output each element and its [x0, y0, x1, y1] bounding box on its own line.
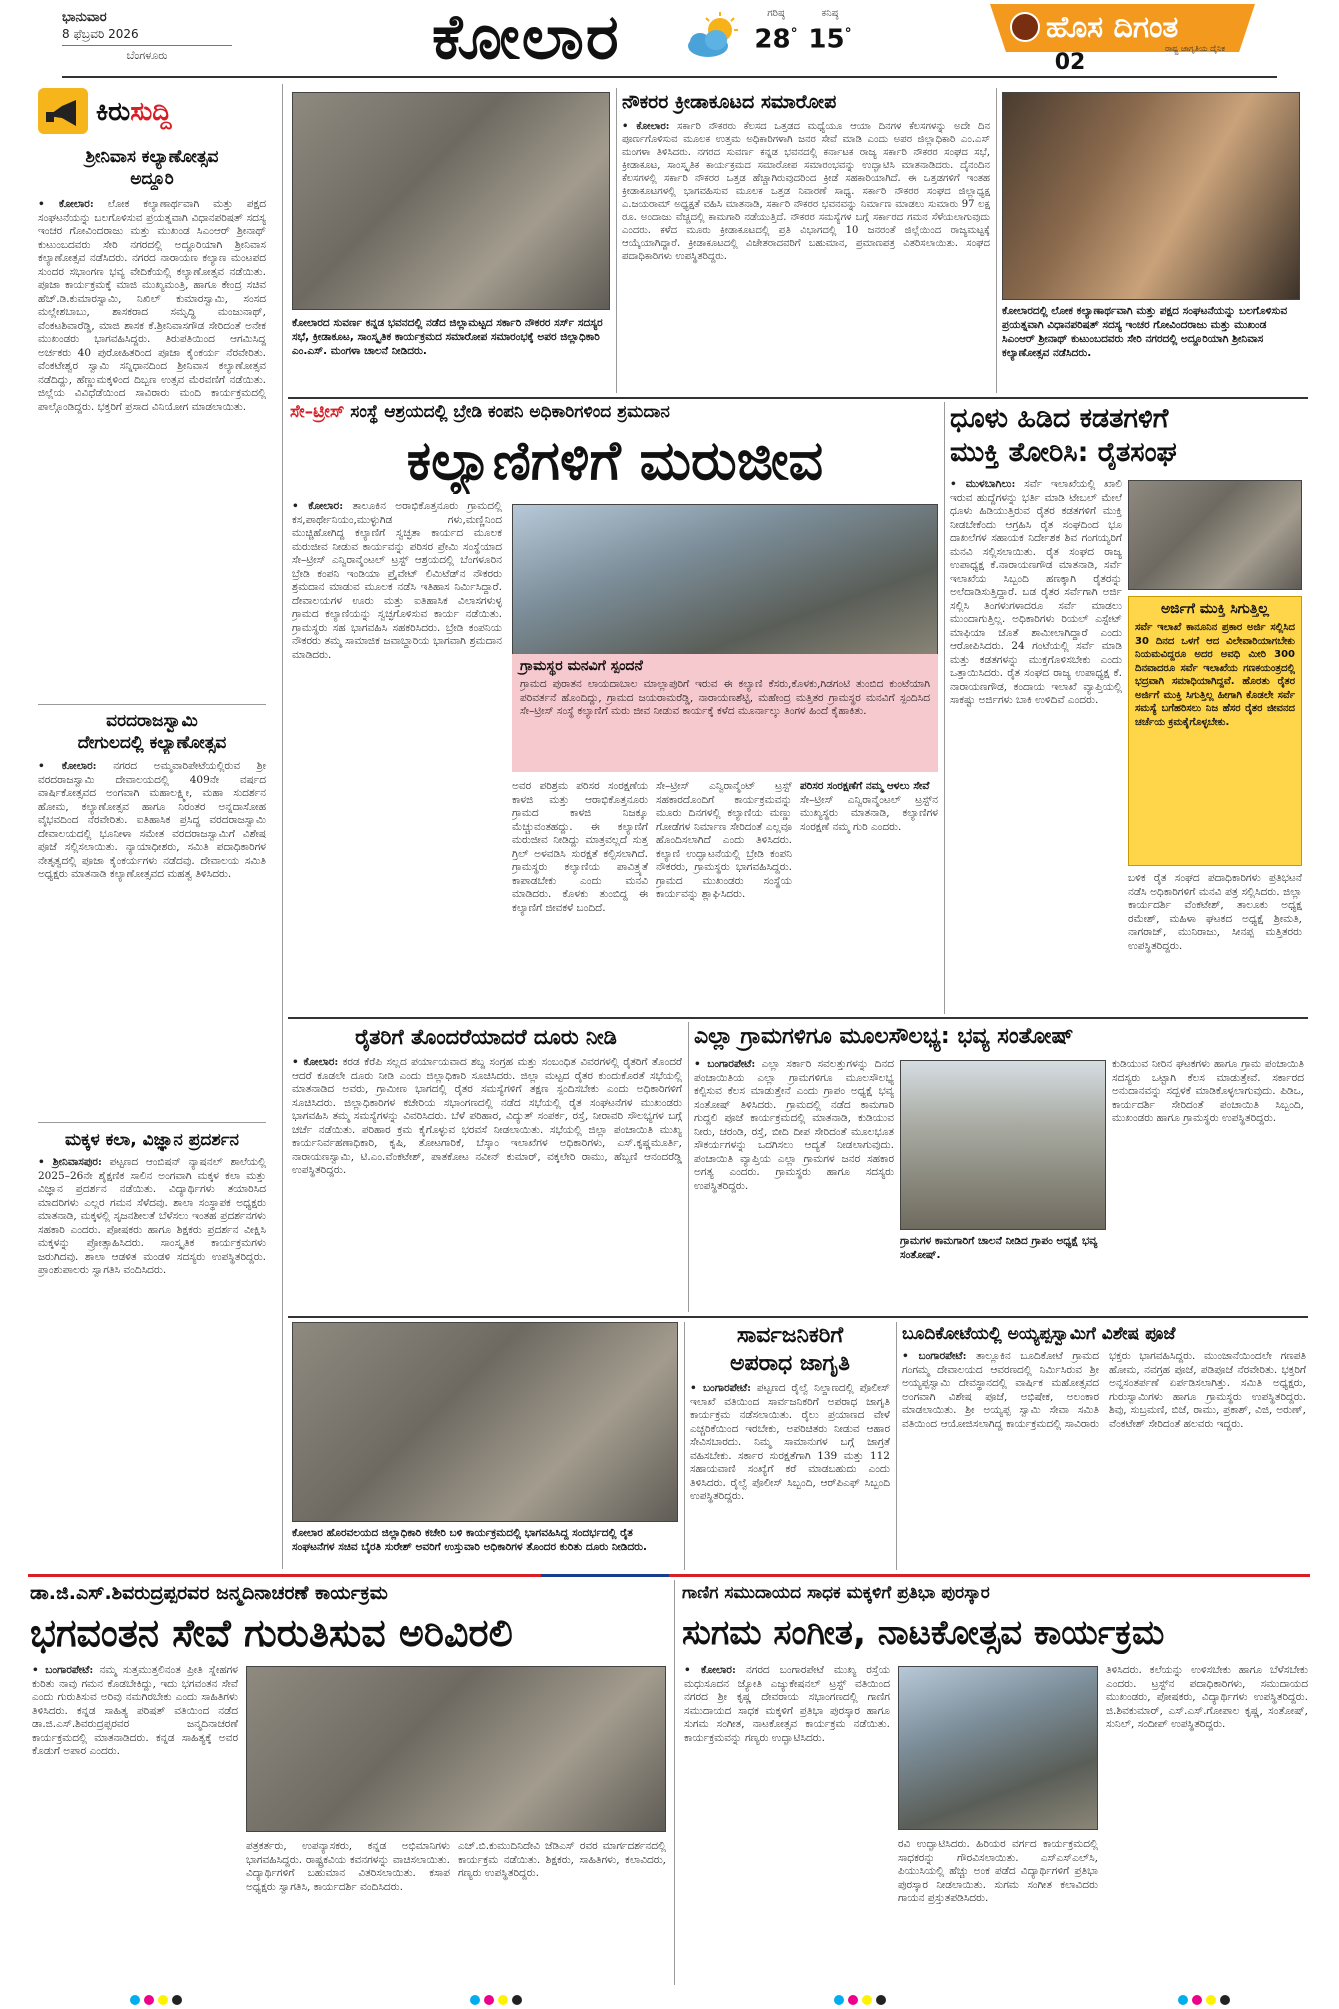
registration-marks	[0, 1990, 1339, 2004]
roads-box-title: ಅರ್ಜಿಗೆ ಮುಕ್ತಿ ಸಿಗುತ್ತಿಲ್ಲ	[1160, 601, 1270, 617]
date-label: 8 ಫೆಬ್ರವರಿ 2026	[62, 27, 139, 41]
city-title: ಕೋಲಾರ	[432, 0, 621, 73]
bottom-left-kicker: ಡಾ.ಜಿ.ಎಸ್.ಶಿವರುದ್ರಪ್ಪರವರ ಜನ್ಮದಿನಾಚರಣೆ ಕಾರ್ಯಕ್ರಮ	[30, 1582, 388, 1604]
kirusuddi-label-b: ಸುದ್ದಿ	[130, 97, 172, 127]
edition-label: ಬೆಂಗಳೂರು	[126, 49, 168, 62]
main-story-col3: ಸೇ–ಟ್ರೀಸ್ ಎನ್ವಿರಾನ್ಮೆಂಟ್ ಟ್ರಸ್ಟ್ ಸಹಕಾರದೊಂದಿಗೆ ಕಾರ್ಯಕ್ರಮವನ್ನು ಮೂರು ದಿನಗಳಲ್ಲಿ ಕಲ್ಯಾಣಿಯ ಮಣ್ಣು ಗೋಡೆಗಳ ನಿರ್ಮಾಣ ಸೇರಿದಂತೆ ಎಲ್ಲವೂ ಹೊಂದಿಸಲಾಗಿದೆ ಎಂದು ತಿಳಿಸಿದರು. ಕಲ್ಯಾಣಿ ಉದ್ಘಾಟನೆಯಲ್ಲಿ ಬ್ರೇಡಿ ಕಂಪನಿ ನೌಕರರು, ಗ್ರಾಮಸ್ಥರು ಭಾಗವಹಿಸಿದ್ದರು. ಗ್ರಾಮದ ಮುಖಂಡರು ಸಂಸ್ಥೆಯ ಕಾರ್ಯವನ್ನು ಶ್ಲಾಘಿಸಿದರು.	[656, 780, 792, 900]
infra-headline: ಎಲ್ಲಾ ಗ್ರಾಮಗಳಿಗೂ ಮೂಲಸೌಲಭ್ಯ: ಭವ್ಯ ಸಂತೋಷ್	[694, 1024, 1074, 1049]
roads-headline: ಧೂಳು ಹಿಡಿದ ಕಡತಗಳಿಗೆ ಮುಕ್ತಿ ತೋರಿಸಿ: ರೈತಸಂಘ	[950, 403, 1177, 468]
kiru-story1-body: • ಕೋಲಾರ: ಲೋಕ ಕಲ್ಯಾಣಾರ್ಥವಾಗಿ ಮತ್ತು ಪಕ್ಷದ ಸಂಘಟನೆಯನ್ನು ಬಲಗೊಳಿಸುವ ಪ್ರಯತ್ನವಾಗಿ ವಿಧಾನಪರಿಷತ್ ಸದಸ್ಯ ಇಂಚರ ಗೋವಿಂದರಾಜು ಮತ್ತು ಮುಖಂಡ ಸಿಎಂಆರ್ ಶ್ರೀನಾಥ್ ಕುಟುಂಬದವರು ಸೇರಿ ನಗರದಲ್ಲಿ ಅದ್ದೂರಿಯಾಗಿ ಶ್ರೀನಿವಾಸ ಕಲ್ಯಾಣೋತ್ಸವ ನಡೆಸಿದರು. ನಗರದ ನಾರಾಯಣ ಕಲ್ಯಾಣ ಮಂಟಪದ ಸುಂದರ ಸಭಾಂಗಣ ಭವ್ಯ ವೇದಿಕೆಯಲ್ಲಿ ಕಲ್ಯಾಣೋತ್ಸವ ನಡೆಯಿತು. ಪೂಜಾ ಕಾರ್ಯಕ್ರಮಕ್ಕೆ ಮಾಜಿ ಮುಖ್ಯಮಂತ್ರಿ, ಹಾಗೂ ಕೇಂದ್ರ ಸಚಿವ ಹೆಚ್.ಡಿ.ಕುಮಾರಸ್ವಾಮಿ, ನಿಖಿಲ್ ಕುಮಾರಸ್ವಾಮಿ, ಸಂಸದ ಮಲ್ಲೇಶಬಾಬು, ಶಾಸಕರಾದ ಸಮೃದ್ಧಿ ಮಂಜುನಾಥ್, ವೆಂಕಟಶಿವಾರೆಡ್ಡಿ, ಮಾಜಿ ಶಾಸಕ ಕೆ.ಶ್ರೀನಿವಾಸಗೌಡ ಸೇರಿದಂತೆ ಅನೇಕ ಮುಖಂಡರು ಭಾಗವಹಿಸಿದ್ದರು. ತಿರುಪತಿಯಿಂದ ಆಗಮಿಸಿದ್ದ ಅರ್ಚಕರು 40 ಪುರೋಹಿತರಿಂದ ಪೂಜಾ ಕೈಂಕರ್ಯ ನೆರವೇರಿತು. ವೆಂಕಟೇಶ್ವರ ಸ್ವಾಮಿ ಸನ್ನಿಧಾನದಿಂದ ಶ್ರೀನಿವಾಸ ಕಲ್ಯಾಣೋತ್ಸವ ನಡೆದಿದ್ದು, ಹೆಣ್ಣುಮಕ್ಕಳಿಂದ ದಿಬ್ಬಣ ಉತ್ಸವ ಮೆರವಣಿಗೆ ನಡೆಯಿತು. ಜಿಲ್ಲೆಯ ವಿವಿಧೆಡೆಯಿಂದ ಸಾವಿರಾರು ಮಂದಿ ಕಾರ್ಯಕ್ರಮದಲ್ಲಿ ಪಾಲ್ಗೊಂಡಿದ್ದರು. ಭಕ್ತರಿಗೆ ಪ್ರಸಾದ ವಿನಿಯೋಗ ಮಾಡಲಾಯಿತು.	[38, 198, 266, 413]
pink-box-body: ಗ್ರಾಮದ ಪುರಾತನ ಲಾಯದಾಬಾಲ ಮಾಲ್ಲಾಪುರಿಗೆ ಇರುವ ಈ ಕಲ್ಯಾಣಿ ಕೆಸರು,ಕೊಳಕು,ಗಿಡಗಂಟಿ ತುಂಬಿದ ಕುಂಟೆಯಾಗಿ ಪರಿವರ್ತನೆ ಹೊಂದಿದ್ದು, ಗ್ರಾಮದ ಜಯರಾಮರೆಡ್ಡಿ, ನಾರಾಯಣಶೆಟ್ಟಿ, ಮಹೇಂದ್ರ ಮತ್ತಿತರ ಗ್ರಾಮಸ್ಥರ ಮನವಿಗೆ ಸ್ಪಂದಿಸಿದ ಸೇ–ಟ್ರೀಸ್ ಸಂಸ್ಥೆ ಕಲ್ಯಾಣಿಗೆ ಮರು ಜೀವ ನೀಡುವ ಕಾರ್ಯಕ್ಕೆ ಕಳೆದ ಮೂರ್ನಾಲ್ಕು ತಿಂಗಳ ಹಿಂದೆ ಕೈಹಾಕಿತು.	[520, 678, 930, 717]
bottom-left-headline: ಭಗವಂತನ ಸೇವೆ ಗುರುತಿಸುವ ಅರಿವಿರಲಿ	[30, 1611, 513, 1655]
ayyappa-body: • ಬಂಗಾರಪೇಟೆ: ತಾಲ್ಲೂಕಿನ ಬೂದಿಕೋಟೆ ಗ್ರಾಮದ ಗಂಗಮ್ಮ ದೇವಾಲಯದ ಆವರಣದಲ್ಲಿ ನಿರ್ಮಿಸಿರುವ ಶ್ರೀ ಅಯ್ಯಪ್ಪಸ್ವಾಮಿ ದೇವಸ್ಥಾನದಲ್ಲಿ ವಾರ್ಷಿಕ ಮಹೋತ್ಸವದ ಅಂಗವಾಗಿ ವಿಶೇಷ ಪೂಜೆ, ಅಭಿಷೇಕ, ಅಲಂಕಾರ ಮಾಡಲಾಯಿತು. ಶ್ರೀ ಅಯ್ಯಪ್ಪ ಸ್ವಾಮಿ ಸೇವಾ ಸಮಿತಿ ವತಿಯಿಂದ ಆಯೋಜಿಸಲಾಗಿದ್ದ ಕಾರ್ಯಕ್ರಮದಲ್ಲಿ ಸಾವಿರಾರು ಭಕ್ತರು ಭಾಗವಹಿಸಿದ್ದರು. ಮುಂಜಾನೆಯಿಂದಲೇ ಗಣಪತಿ ಹೋಮ, ನವಗ್ರಹ ಪೂಜೆ, ಪಡಿಪೂಜೆ ನೆರವೇರಿತು. ಭಕ್ತರಿಗೆ ಅನ್ನಸಂತರ್ಪಣೆ ಏರ್ಪಡಿಸಲಾಗಿತ್ತು. ಸಮಿತಿ ಅಧ್ಯಕ್ಷರು, ಗುರುಸ್ವಾಮಿಗಳು ಹಾಗೂ ಗ್ರಾಮಸ್ಥರು ಉಪಸ್ಥಿತರಿದ್ದರು. ಶಿವು, ಸುಬ್ರಮಣಿ, ಬಿಜೆ, ರಾಮು, ಪ್ರಕಾಶ್, ವಿಜಿ, ಅರುಣ್, ವೆಂಕಟೇಶ್ ಸೇರಿದಂತೆ ಹಲವರು ಇದ್ದರು.	[902, 1350, 1306, 1430]
sports-body: • ಕೋಲಾರ: ಸರ್ಕಾರಿ ನೌಕರರು ಕೆಲಸದ ಒತ್ತಡದ ಮಧ್ಯೆಯೂ ಆಯಾ ದಿನಗಳ ಕೆಲಸಗಳನ್ನು ಅದೇ ದಿನ ಪೂರ್ಣಗೊಳಿಸುವ ಮೂಲಕ ಉತ್ತಮ ಅಧಿಕಾರಿಗಳಾಗಿ ಜನರ ಸೇವೆ ಮಾಡಿ ಎಂದು ಅಪರ ಜಿಲ್ಲಾಧಿಕಾರಿ ಎಂ.ಎಸ್ ಮಂಗಳಾ ತಿಳಿಸಿದರು. ನಗರದ ಸುವರ್ಣ ಕನ್ನಡ ಭವನದಲ್ಲಿ ಕರ್ನಾಟಕ ರಾಜ್ಯ ಸರ್ಕಾರಿ ನೌಕರರ ಸಂಘದ ಸಭೆ, ಕ್ರೀಡಾಕೂಟ, ಸಾಂಸ್ಕೃತಿಕ ಕಾರ್ಯಕ್ರಮದ ಸಮಾರೋಪ ಸಮಾರಂಭವನ್ನು ಉದ್ಘಾಟಿಸಿ ಮಾತನಾಡಿದರು. ದೈನಂದಿನ ಕೆಲಸಗಳಲ್ಲಿ ಸರ್ಕಾರಿ ನೌಕರರ ಒತ್ತಡ ಹೆಚ್ಚಾಗಿರುವುದರಿಂದ ಕ್ರೀಡೆ ಸಹಕಾರಿಯಾಗಿದೆ. ಈ ಒತ್ತಡಗಳಿಗೆ ಇಂತಹ ಕ್ರೀಡಾಕೂಟಗಳಲ್ಲಿ ಭಾಗವಹಿಸುವ ಮೂಲಕ ಒತ್ತಡ ನಿವಾರಣೆ ಸಾಧ್ಯ. ಸರ್ಕಾರಿ ನೌಕರರ ಸಂಘದ ಜಿಲ್ಲಾಧ್ಯಕ್ಷ ಎ.ಜಯರಾಮ್ ಅಧ್ಯಕ್ಷತೆ ವಹಿಸಿ ಮಾತನಾಡಿ, ಸರ್ಕಾರಿ ನೌಕರರ ಭವನವನ್ನು ನಿರ್ಮಾಣ ಮಾಡಲು ಸುಮಾರು 97 ಲಕ್ಷ ರೂ. ಅಂದಾಜು ವೆಚ್ಚದಲ್ಲಿ ಕಾಮಗಾರಿ ನಡೆಯುತ್ತಿದೆ. ನೌಕರರ ಸಮಸ್ಯೆಗಳ ಬಗ್ಗೆ ಸರ್ಕಾರದ ಗಮನ ಸೆಳೆಯಲಾಗುವುದು ಎಂದರು. ಕಳೆದ ಮೂರು ಕ್ರೀಡಾಕೂಟದಲ್ಲಿ ಪ್ರತಿ ವಿಭಾಗದಲ್ಲಿ 10 ಜನರಂತೆ ಜಿಲ್ಲೆಯಿಂದ ರಾಜ್ಯಮಟ್ಟಕ್ಕೆ ಆಯ್ಕೆಯಾಗಿದ್ದಾರೆ. ಕ್ರೀಡಾಕೂಟದಲ್ಲಿ ವಿಜೇತರಾದವರಿಗೆ ಬಹುಮಾನ, ಪ್ರಮಾಣಪತ್ರ ವಿತರಿಸಲಾಯಿತು. ಸಂಘದ ಪದಾಧಿಕಾರಿಗಳು ಉಪಸ್ಥಿತರಿದ್ದರು.	[622, 121, 990, 262]
main-story-col2: ಅವರ ಪರಿಶ್ರಮ ಪರಿಸರ ಸಂರಕ್ಷಣೆಯ ಕಾಳಜಿ ಮತ್ತು ಆರಾಭಿಕೊತ್ತನೂರು ಗ್ರಾಮದ ಕಾಳಜಿ ನಿಜಕ್ಕೂ ಮೆಚ್ಚುವಂತಹದ್ದು. ಈ ಕಲ್ಯಾಣಿಗೆ ಮರುಜೀವ ನೀಡಿದ್ದು ಮಾತ್ರವಲ್ಲದೆ ಸುತ್ತ ಗ್ರಿಲ್ ಅಳವಡಿಸಿ ಸುರಕ್ಷತೆ ಕಲ್ಪಿಸಲಾಗಿದೆ. ಗ್ರಾಮಸ್ಥರು ಕಲ್ಯಾಣಿಯ ಪಾವಿತ್ರ್ಯತೆ ಕಾಪಾಡಬೇಕು ಎಂದು ಮನವಿ ಮಾಡಿದರು. ಕೊಳಕು ತುಂಬಿದ್ದ ಈ ಕಲ್ಯಾಣಿಗೆ ಜೀವಕಳೆ ಬಂದಿದೆ.	[512, 780, 648, 914]
roads-body: • ಮುಳಬಾಗಿಲು: ಸರ್ವೆ ಇಲಾಖೆಯಲ್ಲಿ ಖಾಲಿ ಇರುವ ಹುದ್ದೆಗಳನ್ನು ಭರ್ತಿ ಮಾಡಿ ಟೇಬಲ್ ಮೇಲೆ ಧೂಳು ಹಿಡಿಯುತ್ತಿರುವ ರೈತರ ಕಡತಗಳಿಗೆ ಮುಕ್ತಿ ನೀಡಬೇಕೆಂದು ಆಗ್ರಹಿಸಿ ರೈತ ಸಂಘದಿಂದ ಭೂ ದಾಖಲೆಗಳ ಸಹಾಯಕ ನಿರ್ದೇಶಕ ಶಿವ ಗಂಗಯ್ಯರಿಗೆ ಮನವಿ ಸಲ್ಲಿಸಲಾಯಿತು. ರೈತ ಸಂಘದ ರಾಜ್ಯ ಉಪಾಧ್ಯಕ್ಷ ಕೆ.ನಾರಾಯಣಗೌಡ ಮಾತನಾಡಿ, ಸರ್ವೆ ಇಲಾಖೆಯ ಸಿಬ್ಬಂದಿ ಹಣಕ್ಕಾಗಿ ರೈತರನ್ನು ಅಲೆದಾಡಿಸುತ್ತಿದ್ದಾರೆ. ಬಡ ರೈತರ ಸರ್ವೆಗಾಗಿ ಅರ್ಜಿ ಸಲ್ಲಿಸಿ ತಿಂಗಳುಗಳಾದರೂ ಸರ್ವೆ ಮಾಡಲು ಮುಂದಾಗುತ್ತಿಲ್ಲ. ಅಧಿಕಾರಿಗಳು ರಿಯಲ್ ಎಸ್ಟೇಟ್ ಮಾಫಿಯಾ ಜೊತೆ ಶಾಮೀಲಾಗಿದ್ದಾರೆ ಎಂದು ಆರೋಪಿಸಿದರು. 24 ಗಂಟೆಯಲ್ಲಿ ಸರ್ವೆ ಮಾಡಿ ಮತ್ತು ಕಡತಗಳನ್ನು ಮುಕ್ತಗೊಳಿಸಬೇಕು ಎಂದು ಒತ್ತಾಯಿಸಿದರು. ರೈತ ಸಂಘದ ರಾಜ್ಯ ಉಪಾಧ್ಯಕ್ಷ ಕೆ. ನಾರಾಯಣಗೌಡ, ಕಂದಾಯ ಇಲಾಖೆ ವ್ಯಾಪ್ತಿಯಲ್ಲಿ ಸಾಕಷ್ಟು ಅರ್ಜಿಗಳು ಬಾಕಿ ಉಳಿದಿವೆ ಎಂದರು.	[950, 478, 1122, 706]
bottom-left-col3: ಎಚ್.ಬಿ.ಕುಮುದಿನಿದೇವಿ ಜೆಡಿಎಸ್ ರವರ ಮಾರ್ಗದರ್ಶನದಲ್ಲಿ ಕಾರ್ಯಕ್ರಮ ನಡೆಯಿತು. ಶಿಕ್ಷಕರು, ಸಾಹಿತಿಗಳು, ಕಲಾವಿದರು, ಗಣ್ಯರು ಉಪಸ್ಥಿತರಿದ್ದರು.	[458, 1840, 666, 1879]
bottom-left-col1: • ಬಂಗಾರಪೇಟೆ: ನಮ್ಮ ಸುತ್ತಮುತ್ತಲಿನಂತ ಪ್ರೀತಿ ಸ್ನೇಹಗಳ ಕುರಿತು ನಾವು ಗಮನ ಕೊಡಬೇಕಿದ್ದು, ಇದು ಭಗವಂತನ ಸೇವೆ ಎಂದು ಗುರುತಿಸುವ ಅರಿವು ನಮಗಿರಬೇಕು ಎಂದು ಸಾಹಿತಿಗಳು ತಿಳಿಸಿದರು. ಕನ್ನಡ ಸಾಹಿತ್ಯ ಪರಿಷತ್ ವತಿಯಿಂದ ನಡೆದ ಡಾ.ಜಿ.ಎಸ್.ಶಿವರುದ್ರಪ್ಪರವರ ಜನ್ಮದಿನಾಚರಣೆ ಕಾರ್ಯಕ್ರಮದಲ್ಲಿ ಮಾತನಾಡಿದರು. ಕನ್ನಡ ಸಾಹಿತ್ಯಕ್ಕೆ ಅವರ ಕೊಡುಗೆ ಅಪಾರ ಎಂದರು.	[32, 1664, 238, 1757]
awareness-photo-caption: ಕೋಲಾರ ಹೊರವಲಯದ ಜಿಲ್ಲಾಧಿಕಾರಿ ಕಚೇರಿ ಬಳಿ ಕಾರ್ಯಕ್ರಮದಲ್ಲಿ ಭಾಗವಹಿಸಿದ್ದ ಸಂದರ್ಭದಲ್ಲಿ ರೈತ ಸಂಘಟನೆಗಳ ಸಚಿವ ಬೈರತಿ ಸುರೇಶ್ ಅವರಿಗೆ ಉಸ್ತುವಾರಿ ಅಧಿಕಾರಿಗಳ ತೊಂದರ ಕುರಿತು ದೂರು ನೀಡಿದರು.	[292, 1527, 647, 1553]
date-block	[62, 10, 232, 70]
main-story-col4-wrap: ಪರಿಸರ ಸಂರಕ್ಷಣೆಗೆ ನಮ್ಮ ಆಳಲು ಸೇವೆ ಸೇ–ಟ್ರೀಸ್ ಎನ್ವಿರಾನ್ಮೆಂಟಲ್ ಟ್ರಸ್ಟ್‌ನ ಮುಖ್ಯಸ್ಥರು ಮಾತನಾಡಿ, ಕಲ್ಯಾಣಿಗಳ ಸಂರಕ್ಷಣೆ ನಮ್ಮ ಗುರಿ ಎಂದರು.	[800, 780, 938, 833]
sports-headline: ನೌಕರರ ಕ್ರೀಡಾಕೂಟದ ಸಮಾರೋಪ	[622, 91, 837, 113]
ayyappa-headline: ಬೂದಿಕೋಟೆಯಲ್ಲಿ ಅಯ್ಯಪ್ಪಸ್ವಾಮಿಗೆ ವಿಶೇಷ ಪೂಜೆ	[902, 1324, 1176, 1344]
infra-body: • ಬಂಗಾರಪೇಟೆ: ಎಲ್ಲಾ ಸರ್ಕಾರಿ ಸವಲತ್ತುಗಳನ್ನು ದಿನದ ಪಂಚಾಯಿತಿಯ ಎಲ್ಲಾ ಗ್ರಾಮಗಳಿಗೂ ಮೂಲಸೌಲಭ್ಯ ಕಲ್ಪಿಸುವ ಕೆಲಸ ಮಾಡುತ್ತೇನೆ ಎಂದು ಗ್ರಾಪಂ ಅಧ್ಯಕ್ಷೆ ಭವ್ಯ ಸಂತೋಷ್ ತಿಳಿಸಿದರು. ಗ್ರಾಮದಲ್ಲಿ ನಡೆದ ಕಾಮಗಾರಿ ಗುದ್ದಲಿ ಪೂಜೆ ಕಾರ್ಯಕ್ರಮದಲ್ಲಿ ಮಾತನಾಡಿ, ಕುಡಿಯುವ ನೀರು, ಚರಂಡಿ, ರಸ್ತೆ, ಬೀದಿ ದೀಪ ಸೇರಿದಂತೆ ಮೂಲಭೂತ ಸೌಕರ್ಯಗಳನ್ನು ಒದಗಿಸಲು ಆದ್ಯತೆ ನೀಡಲಾಗುವುದು. ಪಂಚಾಯಿತಿ ವ್ಯಾಪ್ತಿಯ ಎಲ್ಲಾ ಗ್ರಾಮಗಳ ಜನರ ಸಹಕಾರ ಅಗತ್ಯ ಎಂದರು. ಗ್ರಾಮಸ್ಥರು ಹಾಗೂ ಸದಸ್ಯರು ಉಪಸ್ಥಿತರಿದ್ದರು.	[694, 1058, 894, 1192]
roads-box-body: ಸರ್ವೆ ಇಲಾಖೆ ಕಾನೂನಿನ ಪ್ರಕಾರ ಅರ್ಜಿ ಸಲ್ಲಿಸಿದ 30 ದಿನದ ಒಳಗೆ ಆದ ವಿಲೇವಾರಿಯಾಗಬೇಕು ನಿಯಮವಿದ್ದರೂ ಅದರ ಅವಧಿ ಮೀರಿ 300 ದಿನವಾದರೂ ಸರ್ವೆ ಇಲಾಖೆಯ ಗಣಕಯಂತ್ರದಲ್ಲಿ ಭದ್ರವಾಗಿ ಸಮಾಧಿಯಾಗಿದ್ದವೆ. ಹೊರತು ರೈತರ ಅರ್ಜಿಗೆ ಮುಕ್ತಿ ಸಿಗುತ್ತಿಲ್ಲ ಹೀಗಾಗಿ ಕೊಡಲೇ ಸರ್ವೆ ಸಮಸ್ಯೆ ಬಗೆಹರಿಸಲು ನಿಜ ಹೆಸರ ರೈತರ ಜೀವನದ ಚರ್ಚೆಯ ಕ್ರಮಕೈಗೊಳ್ಳಬೇಕು.	[1135, 622, 1295, 728]
weather-icon	[682, 12, 744, 62]
bottom-left-photo	[246, 1666, 666, 1832]
awareness-body: • ಬಂಗಾರಪೇಟೆ: ಪಟ್ಟಣದ ರೈಲ್ವೆ ನಿಲ್ದಾಣದಲ್ಲಿ ಪೊಲೀಸ್ ಇಲಾಖೆ ವತಿಯಿಂದ ಸಾರ್ವಜನಿಕರಿಗೆ ಅಪರಾಧ ಜಾಗೃತಿ ಕಾರ್ಯಕ್ರಮ ನಡೆಸಲಾಯಿತು. ರೈಲು ಪ್ರಯಾಣದ ವೇಳೆ ಎಚ್ಚರಿಕೆಯಿಂದ ಇರಬೇಕು, ಅಪರಿಚಿತರು ನೀಡುವ ಆಹಾರ ಸೇವಿಸಬಾರದು. ನಿಮ್ಮ ಸಾಮಾನುಗಳ ಬಗ್ಗೆ ಜಾಗ್ರತೆ ವಹಿಸಬೇಕು. ಸರ್ಕಾರ ಸುರಕ್ಷತೆಗಾಗಿ 139 ಮತ್ತು 112 ಸಹಾಯವಾಣಿ ಸಂಖ್ಯೆಗೆ ಕರೆ ಮಾಡಬಹುದು ಎಂದು ತಿಳಿಸಿದರು. ರೈಲ್ವೆ ಪೊಲೀಸ್ ಸಿಬ್ಬಂದಿ, ಆರ್‌ಪಿಎಫ್ ಸಿಬ್ಬಂದಿ ಉಪಸ್ಥಿತರಿದ್ದರು.	[690, 1382, 890, 1502]
kiru-story3-body: • ಶ್ರೀನಿವಾಸಪುರ: ಪಟ್ಟಣದ ಆಂಬಿಷನ್ ನ್ಯಾಷನಲ್ ಶಾಲೆಯಲ್ಲಿ 2025–26ನೇ ಶೈಕ್ಷಣಿಕ ಸಾಲಿನ ಅಂಗವಾಗಿ ಮಕ್ಕಳ ಕಲಾ ಮತ್ತು ವಿಜ್ಞಾನ ಪ್ರದರ್ಶನ ನಡೆಯಿತು. ವಿದ್ಯಾರ್ಥಿಗಳು ತಯಾರಿಸಿದ ಮಾದರಿಗಳು ಎಲ್ಲರ ಗಮನ ಸೆಳೆದವು. ಶಾಲಾ ಸಂಸ್ಥಾಪಕ ಅಧ್ಯಕ್ಷರು ಮಾತನಾಡಿ, ಮಕ್ಕಳಲ್ಲಿ ಸೃಜನಶೀಲತೆ ಬೆಳೆಸಲು ಇಂತಹ ಪ್ರದರ್ಶನಗಳು ಸಹಕಾರಿ ಎಂದರು. ಪೋಷಕರು ಹಾಗೂ ಶಿಕ್ಷಕರು ಪ್ರದರ್ಶನ ವೀಕ್ಷಿಸಿ ಮಕ್ಕಳನ್ನು ಪ್ರೋತ್ಸಾಹಿಸಿದರು. ಸಾಂಸ್ಕೃತಿಕ ಕಾರ್ಯಕ್ರಮಗಳು ಜರುಗಿದವು. ಶಾಲಾ ಆಡಳಿತ ಮಂಡಳಿ ಸದಸ್ಯರು ಉಪಸ್ಥಿತರಿದ್ದರು. ಪ್ರಾಂಶುಪಾಲರು ಸ್ವಾಗತಿಸಿ ವಂದಿಸಿದರು.	[38, 1156, 266, 1276]
logo-emblem-icon	[1010, 12, 1040, 42]
main-story-headline: ಕಲ್ಯಾಣಿಗಳಿಗೆ ಮರುಜೀವ	[406, 429, 824, 492]
kiru-story3-title: ಮಕ್ಕಳ ಕಲಾ, ವಿಜ್ಞಾನ ಪ್ರದರ್ಶನ	[65, 1130, 239, 1150]
infra-photo-caption: ಗ್ರಾಮಗಳ ಕಾಮಗಾರಿಗೆ ಚಾಲನೆ ನೀಡಿದ ಗ್ರಾಪಂ ಅಧ್ಯಕ್ಷೆ ಭವ್ಯ ಸಂತೋಷ್.	[900, 1235, 1098, 1261]
kiru-story2-body: • ಕೋಲಾರ: ನಗರದ ಅಮ್ಮವಾರಿಪೇಟೆಯಲ್ಲಿರುವ ಶ್ರೀ ವರದರಾಜಸ್ವಾಮಿ ದೇವಾಲಯದಲ್ಲಿ 409ನೇ ವರ್ಷದ ವಾರ್ಷಿಕೋತ್ಸವದ ಅಂಗವಾಗಿ ಮಹಾಲಕ್ಷ್ಮೀ, ಮಹಾ ಸುದರ್ಶನ ಹೋಮ, ಕಲ್ಯಾಣೋತ್ಸವ ಹಾಗೂ ನಿರಂತರ ಅನ್ನದಾಸೋಹ ವೈಭವದಿಂದ ನೆರವೇರಿತು. ಐತಿಹಾಸಿಕ ಪ್ರಸಿದ್ಧ ವರದರಾಜಸ್ವಾಮಿ ದೇವಾಲಯದಲ್ಲಿ ಭೂನೀಳಾ ಸಮೇತ ವರದರಾಜಸ್ವಾಮಿಗೆ ವಿಶೇಷ ಪೂಜೆ ಸಲ್ಲಿಸಲಾಯಿತು. ನ್ಯಾಯಾಧೀಶರು, ಸಮಿತಿ ಪದಾಧಿಕಾರಿಗಳ ನೇತೃತ್ವದಲ್ಲಿ ಪೂಜಾ ಕೈಂಕರ್ಯಗಳು ನಡೆದವು. ದೇವಾಲಯ ಸಮಿತಿ ಅಧ್ಯಕ್ಷರು ಮಾತನಾಡಿ ಕಲ್ಯಾಣೋತ್ಸವದ ಮಹತ್ವ ತಿಳಿಸಿದರು.	[38, 760, 266, 880]
roads-body2: ಬಳಿಕ ರೈತ ಸಂಘದ ಪದಾಧಿಕಾರಿಗಳು ಪ್ರತಿಭಟನೆ ನಡೆಸಿ ಅಧಿಕಾರಿಗಳಿಗೆ ಮನವಿ ಪತ್ರ ಸಲ್ಲಿಸಿದರು. ಜಿಲ್ಲಾ ಕಾರ್ಯದರ್ಶಿ ವೆಂಕಟೇಶ್, ತಾಲೂಕು ಅಧ್ಯಕ್ಷ ರಮೇಶ್, ಮಹಿಳಾ ಘಟಕದ ಅಧ್ಯಕ್ಷೆ ಶ್ರೀಮತಿ, ನಾಗರಾಜ್, ಮುನಿರಾಜು, ಸೀನಪ್ಪ ಮತ್ತಿತರರು ಉಪಸ್ಥಿತರಿದ್ದರು.	[1128, 872, 1302, 952]
weather-min: ಕನಿಷ್ಠ 15°	[808, 8, 852, 55]
weather-max: ಗರಿಷ್ಠ 28°	[754, 8, 798, 55]
main-story-subhead: ಪರಿಸರ ಸಂರಕ್ಷಣೆಗೆ ನಮ್ಮ ಆಳಲು ಸೇವೆ	[800, 780, 930, 792]
main-story-kicker: ಸೇ–ಟ್ರೀಸ್ ಸಂಸ್ಥೆ ಆಶ್ರಯದಲ್ಲಿ ಬ್ರೇಡಿ ಕಂಪನಿ ಅಧಿಕಾರಿಗಳಿಂದ ಶ್ರಮದಾನ	[290, 402, 670, 422]
paper-name: ಹೊಸ ದಿಗಂತ	[1046, 10, 1179, 45]
kirusuddi-label-a: ಕಿರು	[96, 97, 131, 127]
infra-photo	[900, 1060, 1106, 1230]
farmers-headline: ರೈತರಿಗೆ ತೊಂದರೆಯಾದರೆ ದೂರು ನೀಡಿ	[355, 1025, 617, 1049]
bottom-right-headline: ಸುಗಮ ಸಂಗೀತ, ನಾಟಕೋತ್ಸವ ಕಾರ್ಯಕ್ರಮ	[682, 1613, 1165, 1653]
megaphone-icon	[38, 88, 88, 134]
pink-box	[512, 654, 938, 772]
masthead	[0, 0, 1339, 78]
bottom-right-col2: ರವಿ ಉದ್ಘಾಟಿಸಿದರು. ಹಿರಿಯರ ವರ್ಗದ ಕಾರ್ಯಕ್ರಮದಲ್ಲಿ ಸಾಧಕರನ್ನು ಗೌರವಿಸಲಾಯಿತು. ಎಸ್‌ಎಸ್‌ಎಲ್‌ಸಿ, ಪಿಯುಸಿಯಲ್ಲಿ ಹೆಚ್ಚು ಅಂಕ ಪಡೆದ ವಿದ್ಯಾರ್ಥಿಗಳಿಗೆ ಪ್ರತಿಭಾ ಪುರಸ್ಕಾರ ನೀಡಲಾಯಿತು. ಸುಗಮ ಸಂಗೀತ ಕಲಾವಿದರು ಗಾಯನ ಪ್ರಸ್ತುತಪಡಿಸಿದರು.	[898, 1838, 1098, 1904]
kirusuddi-column	[28, 84, 276, 1570]
roads-photo	[1128, 480, 1302, 590]
main-story-col1: • ಕೋಲಾರ: ತಾಲೂಕಿನ ಅರಾಭಿಕೊತ್ತನೂರು ಗ್ರಾಮದಲ್ಲಿ ಕಸ,ಪಾರ್ಥೇನಿಯಂ,ಮುಳ್ಳುಗಿಡ ಗಳು,ಮಣ್ಣಿನಿಂದ ಮುಚ್ಚಿಹೋಗಿದ್ದ ಕಲ್ಯಾಣಿಗೆ ಸ್ವಚ್ಛತಾ ಕಾರ್ಯದ ಮೂಲಕ ಮರುಜೀವ ನೀಡುವ ಕಾರ್ಯವನ್ನು ಪರಿಸರ ಪ್ರೇಮಿ ಸಂಸ್ಥೆಯಾದ ಸೇ–ಟ್ರೀಸ್ ಎನ್ವಿರಾನ್ಮೆಂಟಲ್ ಟ್ರಸ್ಟ್ ಆಶ್ರಯದಲ್ಲಿ ಬೆಂಗಳೂರಿನ ಬ್ರೇಡಿ ಕಂಪನಿ ಇಂಡಿಯಾ ಪ್ರೈವೇಟ್ ಲಿಮಿಟೆಡ್‌ನ ನೌಕರರು ಶ್ರಮದಾನ ಮಾಡುವ ಮೂಲಕ ನಡೆಸಿ ಇತಿಹಾಸ ನಿರ್ಮಿಸಿದ್ದಾರೆ. ದೇವಾಲಯಗಳ ಊರು ಮತ್ತು ಐತಿಹಾಸಿಕ ವಿಲಾಸಗಳುಳ್ಳ ಗ್ರಾಮದ ಕಲ್ಯಾಣಿಯನ್ನು ಸ್ವಚ್ಛಗೊಳಿಸುವ ಕಾರ್ಯ ನಡೆಯಿತು. ಗ್ರಾಮಸ್ಥರು ಸಹ ಭಾಗವಹಿಸಿ ಸಹಕರಿಸಿದರು. ಬ್ರೇಡಿ ಕಂಪನಿಯ ನೌಕರರು ತಮ್ಮ ಸಾಮಾಜಿಕ ಜವಾಬ್ದಾರಿಯ ಭಾಗವಾಗಿ ಶ್ರಮದಾನ ಮಾಡಿದರು.	[292, 500, 502, 661]
day-label: ಭಾನುವಾರ	[62, 10, 107, 25]
kalyani-photo	[512, 504, 938, 660]
paper-logo	[990, 4, 1255, 74]
awareness-photo	[292, 1322, 678, 1522]
page-number: 02	[1054, 50, 1086, 75]
farmers-body: • ಕೋಲಾರ: ಕರಡ ಕೆರೆಪಿ ಸಲ್ಲದ ಪರ್ಯಾಯವಾದ ಶಬ್ದ ಸಂಗ್ರಹ ಮತ್ತು ಸಂಬಂಧಿತ ವಿವರಗಳಲ್ಲಿ ರೈತರಿಗೆ ತೊಂದರೆ ಆದರೆ ಕೂಡಲೇ ದೂರು ನೀಡಿ ಎಂದು ಜಿಲ್ಲಾಧಿಕಾರಿ ಸೂಚಿಸಿದರು. ಜಿಲ್ಲಾ ಮಟ್ಟದ ರೈತರ ಕುಂದುಕೊರತೆ ಸಭೆಯಲ್ಲಿ ಮಾತನಾಡಿದ ಅವರು, ಗ್ರಾಮೀಣ ಭಾಗದಲ್ಲಿ ರೈತರ ಸಮಸ್ಯೆಗಳಿಗೆ ತಕ್ಷಣ ಸ್ಪಂದಿಸಬೇಕು ಎಂದು ಅಧಿಕಾರಿಗಳಿಗೆ ಸೂಚಿಸಿದರು. ಜಿಲ್ಲಾಧಿಕಾರಿಗಳ ಕಚೇರಿಯ ಸಭಾಂಗಣದಲ್ಲಿ ನಡೆದ ಸಭೆಯಲ್ಲಿ ರೈತ ಸಂಘಟನೆಗಳ ಮುಖಂಡರು ಭಾಗವಹಿಸಿ ತಮ್ಮ ಸಮಸ್ಯೆಗಳನ್ನು ವಿವರಿಸಿದರು. ಬೆಳೆ ಪರಿಹಾರ, ವಿದ್ಯುತ್ ಸಂಪರ್ಕ, ರಸ್ತೆ, ನೀರಾವರಿ ಸೌಲಭ್ಯಗಳ ಬಗ್ಗೆ ಚರ್ಚೆ ನಡೆಯಿತು. ಪರಿಹಾರ ಕ್ರಮ ಕೈಗೊಳ್ಳುವ ಭರವಸೆ ನೀಡಲಾಯಿತು. ಸಭೆಯಲ್ಲಿ ಜಿಲ್ಲಾ ಪಂಚಾಯಿತಿ ಮುಖ್ಯ ಕಾರ್ಯನಿರ್ವಹಣಾಧಿಕಾರಿ, ಕೃಷಿ, ತೋಟಗಾರಿಕೆ, ಬೆಸ್ಕಾಂ ಇಲಾಖೆಗಳ ಅಧಿಕಾರಿಗಳು, ಎಸ್.ಕೃಷ್ಣಮೂರ್ತಿ, ನಾರಾಯಣಸ್ವಾಮಿ, ಟಿ.ಎಂ.ವೆಂಕಟೇಶ್, ಪಾತಕೋಟ ನವೀನ್ ಕುಮಾರ್, ವಕ್ಕಲೇರಿ ರಾಮು, ಹೆಬ್ಬಣಿ ಆನಂದರೆಡ್ಡಿ ಉಪಸ್ಥಿತರಿದ್ದರು.	[292, 1056, 682, 1176]
weather-min-value: 15	[808, 24, 845, 55]
kiru-story2-title: ವರದರಾಜಸ್ವಾಮಿ ದೇಗುಲದಲ್ಲಿ ಕಲ್ಯಾಣೋತ್ಸವ	[77, 711, 227, 753]
awareness-headline: ಸಾರ್ವಜನಿಕರಿಗೆ ಅಪರಾಧ ಜಾಗೃತಿ	[730, 1323, 850, 1376]
bottom-left-col2: ಪತ್ರಕರ್ತರು, ಉಪನ್ಯಾಸಕರು, ಕನ್ನಡ ಅಭಿಮಾನಿಗಳು ಭಾಗವಹಿಸಿದ್ದರು. ರಾಷ್ಟ್ರಕವಿಯ ಕವನಗಳನ್ನು ವಾಚಿಸಲಾಯಿತು. ವಿದ್ಯಾರ್ಥಿಗಳಿಗೆ ಬಹುಮಾನ ವಿತರಿಸಲಾಯಿತು. ಕಸಾಪ ಅಧ್ಯಕ್ಷರು ಸ್ವಾಗತಿಸಿ, ಕಾರ್ಯದರ್ಶಿ ವಂದಿಸಿದರು.	[246, 1840, 450, 1893]
sports-photo	[292, 92, 610, 310]
bottom-right-col1: • ಕೋಲಾರ: ನಗರದ ಬಂಗಾರಪೇಟೆ ಮುಖ್ಯ ರಸ್ತೆಯ ಮಧುಸೂದನ ಜ್ಯೋತಿ ಎಜ್ಯುಕೇಷನಲ್ ಟ್ರಸ್ಟ್ ವತಿಯಿಂದ ನಗರದ ಶ್ರೀ ಕೃಷ್ಣ ದೇವರಾಯ ಸಭಾಂಗಣದಲ್ಲಿ ಗಾಣಿಗ ಸಮುದಾಯದ ಸಾಧಕ ಮಕ್ಕಳಿಗೆ ಪ್ರತಿಭಾ ಪುರಸ್ಕಾರ ಹಾಗೂ ಸುಗಮ ಸಂಗೀತ, ನಾಟಕೋತ್ಸವ ಕಾರ್ಯಕ್ರಮ ನಡೆಯಿತು. ಕಾರ್ಯಕ್ರಮವನ್ನು ಗಣ್ಯರು ಉದ್ಘಾಟಿಸಿದರು.	[684, 1664, 890, 1744]
infra-body2: ಕುಡಿಯುವ ನೀರಿನ ಘಟಕಗಳು ಹಾಗೂ ಗ್ರಾಮ ಪಂಚಾಯಿತಿ ಸದಸ್ಯರು ಒಟ್ಟಾಗಿ ಕೆಲಸ ಮಾಡುತ್ತೇವೆ. ಸರ್ಕಾರದ ಅನುದಾನವನ್ನು ಸದ್ಬಳಕೆ ಮಾಡಿಕೊಳ್ಳಲಾಗುವುದು. ಪಿಡಿಒ, ಕಾರ್ಯದರ್ಶಿ ಸೇರಿದಂತೆ ಪಂಚಾಯಿತಿ ಸಿಬ್ಬಂದಿ, ಮುಖಂಡರು ಹಾಗೂ ಗ್ರಾಮಸ್ಥರು ಉಪಸ್ಥಿತರಿದ್ದರು.	[1112, 1058, 1304, 1124]
bottom-right-kicker: ಗಾಣಿಗ ಸಮುದಾಯದ ಸಾಧಕ ಮಕ್ಕಳಿಗೆ ಪ್ರತಿಭಾ ಪುರಸ್ಕಾರ	[682, 1583, 990, 1603]
bottom-right-col3: ತಿಳಿಸಿದರು. ಕಲೆಯನ್ನು ಉಳಿಸಬೇಕು ಹಾಗೂ ಬೆಳೆಸಬೇಕು ಎಂದರು. ಟ್ರಸ್ಟ್‌ನ ಪದಾಧಿಕಾರಿಗಳು, ಸಮುದಾಯದ ಮುಖಂಡರು, ಪೋಷಕರು, ವಿದ್ಯಾರ್ಥಿಗಳು ಉಪಸ್ಥಿತರಿದ್ದರು. ಜಿ.ಶಿವಕುಮಾರ್, ಎಸ್.ಎಸ್.ಗೋಪಾಲ ಕೃಷ್ಣ, ಸಂತೋಷ್, ಸುನಿಲ್, ಸಂದೀಪ್ ಉಪಸ್ಥಿತರಿದ್ದರು.	[1106, 1664, 1308, 1730]
weather-max-value: 28	[754, 24, 791, 55]
kirusuddi-header	[38, 88, 268, 136]
paper-tagline: ರಾಷ್ಟ್ರ ಜಾಗೃತಿಯ ದೈನಿಕ	[1164, 44, 1226, 53]
kalyanotsava-photo	[1002, 92, 1300, 300]
sports-photo-caption: ಕೋಲಾರದ ಸುವರ್ಣ ಕನ್ನಡ ಭವನದಲ್ಲಿ ನಡೆದ ಜಿಲ್ಲಾಮಟ್ಟದ ಸರ್ಕಾರಿ ನೌಕರರ ಸರ್ಸ್ ಸದಸ್ಯರ ಸಭೆ, ಕ್ರೀಡಾಕೂಟ, ಸಾಂಸ್ಕೃತಿಕ ಕಾರ್ಯಕ್ರಮದ ಸಮಾರೋಪ ಸಮಾರಂಭಕ್ಕೆ ಅಪರ ಜಿಲ್ಲಾಧಿಕಾರಿ ಎಂ.ಎಸ್. ಮಂಗಳಾ ಚಾಲನೆ ನೀಡಿದರು.	[292, 317, 603, 357]
roads-box	[1128, 596, 1302, 866]
bottom-right-photo	[898, 1666, 1098, 1830]
pink-box-title: ಗ್ರಾಮಸ್ಥರ ಮನವಿಗೆ ಸ್ಪಂದನೆ	[520, 658, 643, 674]
kiru-story1-title: ಶ್ರೀನಿವಾಸ ಕಲ್ಯಾಣೋತ್ಸವ ಅದ್ದೂರಿ	[85, 147, 219, 189]
kalyanotsava-photo-caption: ಕೋಲಾರದಲ್ಲಿ ಲೋಕ ಕಲ್ಯಾಣಾರ್ಥವಾಗಿ ಮತ್ತು ಪಕ್ಷದ ಸಂಘಟನೆಯನ್ನು ಬಲಗೊಳಿಸುವ ಪ್ರಯತ್ನವಾಗಿ ವಿಧಾನಪರಿಷತ್ ಸದಸ್ಯ ಇಂಚರ ಗೋವಿಂದರಾಜು ಮತ್ತು ಮುಖಂಡ ಸಿಎಂಆರ್ ಶ್ರೀನಾಥ್ ಕುಟುಂಬದವರು ಸೇರಿ ನಗರದಲ್ಲಿ ಅದ್ದೂರಿಯಾಗಿ ಶ್ರೀನಿವಾಸ ಕಲ್ಯಾಣೋತ್ಸವ ನಡೆಸಿದರು.	[1002, 305, 1288, 359]
